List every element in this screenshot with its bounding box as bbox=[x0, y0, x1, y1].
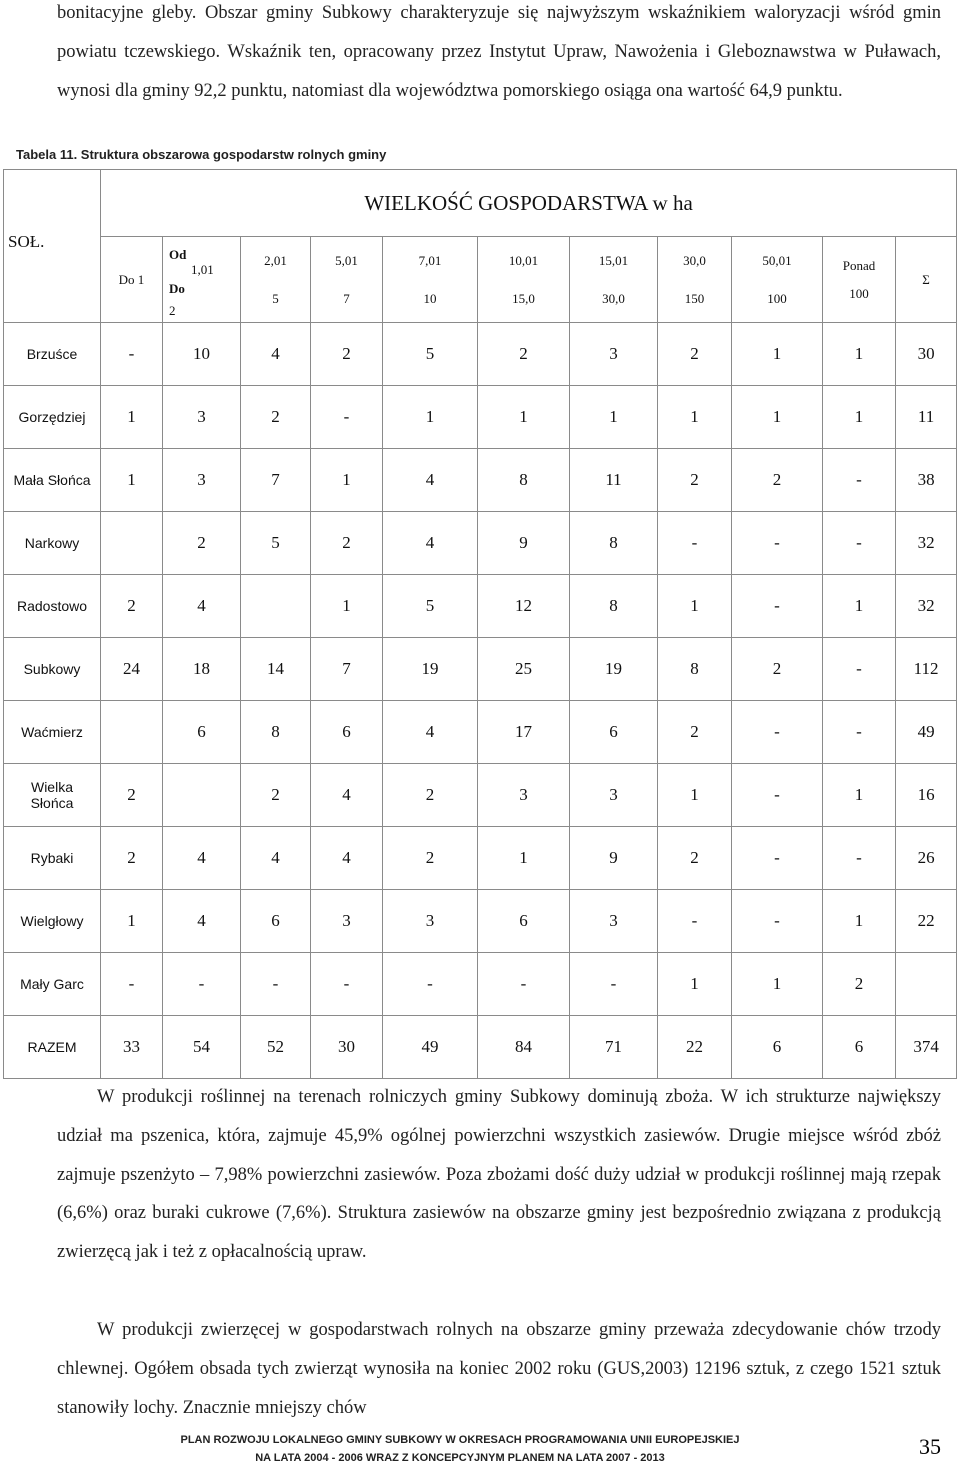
cell-value: 374 bbox=[896, 1016, 957, 1079]
range-hi: 2 bbox=[169, 302, 176, 318]
cell-value: 54 bbox=[163, 1016, 241, 1079]
cell-value: - bbox=[823, 512, 896, 575]
cell-value: 16 bbox=[896, 764, 957, 827]
cell-value: 14 bbox=[241, 638, 311, 701]
cell-value: 1 bbox=[101, 890, 163, 953]
cell-value: 19 bbox=[570, 638, 658, 701]
cell-value: - bbox=[732, 890, 823, 953]
cell-value: 3 bbox=[570, 764, 658, 827]
cell-value: 49 bbox=[383, 1016, 478, 1079]
sol-header: SOŁ. bbox=[4, 170, 101, 323]
cell-value: 18 bbox=[163, 638, 241, 701]
header-ponad bbox=[823, 237, 896, 323]
cell-value: 112 bbox=[896, 638, 957, 701]
cell-value: 1 bbox=[658, 764, 732, 827]
cell-value: 38 bbox=[896, 449, 957, 512]
row-name: Narkowy bbox=[4, 512, 101, 575]
cell-value: 11 bbox=[896, 386, 957, 449]
cell-value: 4 bbox=[241, 827, 311, 890]
range-lo: 15,01 bbox=[598, 252, 629, 268]
row-name: RAZEM bbox=[4, 1016, 101, 1079]
cell-value: 1 bbox=[311, 575, 383, 638]
table-body bbox=[4, 323, 957, 1079]
row-name: Mała Słońca bbox=[4, 449, 101, 512]
cell-value: - bbox=[732, 764, 823, 827]
cell-value: 1 bbox=[101, 449, 163, 512]
cell-value: 1 bbox=[478, 386, 570, 449]
cell-value: 1 bbox=[383, 386, 478, 449]
cell-value: 1 bbox=[478, 827, 570, 890]
cell-value: 8 bbox=[478, 449, 570, 512]
cell-value: 9 bbox=[478, 512, 570, 575]
cell-value: 7 bbox=[311, 638, 383, 701]
cell-value: 1 bbox=[823, 890, 896, 953]
range-hi: 10 bbox=[423, 290, 437, 306]
cell-value: 6 bbox=[241, 890, 311, 953]
range-hi: 15,0 bbox=[512, 290, 535, 306]
cell-value: 2 bbox=[241, 764, 311, 827]
cell-value: 2 bbox=[823, 953, 896, 1016]
table-row bbox=[4, 575, 957, 638]
cell-value: 22 bbox=[896, 890, 957, 953]
cell-value: - bbox=[658, 890, 732, 953]
cell-value: 11 bbox=[570, 449, 658, 512]
cell-value: 2 bbox=[658, 701, 732, 764]
size-group-header: WIELKOŚĆ GOSPODARSTWA w ha bbox=[101, 170, 957, 237]
cell-value: 2 bbox=[658, 827, 732, 890]
range-header-row bbox=[4, 237, 957, 323]
table-row bbox=[4, 827, 957, 890]
header-range-1 bbox=[241, 237, 311, 323]
cell-value: 5 bbox=[241, 512, 311, 575]
range-lo: 30,0 bbox=[683, 252, 706, 268]
row-name: Subkowy bbox=[4, 638, 101, 701]
range-hi: 5 bbox=[272, 290, 279, 306]
cell-value: 2 bbox=[732, 449, 823, 512]
cell-value: 2 bbox=[658, 449, 732, 512]
row-name: Rybaki bbox=[4, 827, 101, 890]
cell-value: 26 bbox=[896, 827, 957, 890]
cell-value: 30 bbox=[311, 1016, 383, 1079]
cell-value: - bbox=[823, 638, 896, 701]
cell-value: 2 bbox=[383, 827, 478, 890]
cell-value: 3 bbox=[570, 890, 658, 953]
livestock-paragraph: W produkcji zwierzęcej w gospodarstwach rolnych na obszarze gminy przeważa zdecydowanie chów trzody chlewnej. Ogółem obsada tych zwierząt wynosiła na koniec 2002 roku (GUS,2003) 12196 sztuk, z czego 1521 sztuk stanowiły lochy. Znacznie mniejszy chów bbox=[57, 1320, 941, 1418]
cell-value: - bbox=[823, 449, 896, 512]
cell-value: - bbox=[658, 512, 732, 575]
cell-value: 4 bbox=[383, 701, 478, 764]
cell-value: 1 bbox=[732, 953, 823, 1016]
cell-value: - bbox=[732, 512, 823, 575]
cell-value bbox=[163, 764, 241, 827]
range-hi: 30,0 bbox=[602, 290, 625, 306]
cell-value: 52 bbox=[241, 1016, 311, 1079]
cell-value: 5 bbox=[383, 323, 478, 386]
row-name: Waćmierz bbox=[4, 701, 101, 764]
cell-value: 2 bbox=[311, 323, 383, 386]
cell-value: 2 bbox=[101, 827, 163, 890]
cell-value: 4 bbox=[383, 449, 478, 512]
cell-value: 6 bbox=[570, 701, 658, 764]
cell-value: 3 bbox=[163, 449, 241, 512]
header-range-7 bbox=[732, 237, 823, 323]
cell-value: 2 bbox=[241, 386, 311, 449]
table-row bbox=[4, 701, 957, 764]
cell-value: - bbox=[101, 953, 163, 1016]
table-row bbox=[4, 323, 957, 386]
cell-value: 4 bbox=[241, 323, 311, 386]
header-range-6 bbox=[658, 237, 732, 323]
cell-value: - bbox=[478, 953, 570, 1016]
cell-value: - bbox=[823, 701, 896, 764]
cell-value bbox=[241, 575, 311, 638]
cell-value: 30 bbox=[896, 323, 957, 386]
cell-value: 5 bbox=[383, 575, 478, 638]
cell-value: - bbox=[570, 953, 658, 1016]
cell-value: 1 bbox=[658, 575, 732, 638]
table-row bbox=[4, 638, 957, 701]
cell-value: - bbox=[163, 953, 241, 1016]
header-range-0 bbox=[163, 237, 241, 323]
cell-value: 1 bbox=[658, 953, 732, 1016]
header-sum: Σ bbox=[896, 237, 957, 323]
cell-value: 25 bbox=[478, 638, 570, 701]
table-row bbox=[4, 764, 957, 827]
range-hi: 7 bbox=[343, 290, 350, 306]
table-row bbox=[4, 512, 957, 575]
cell-value bbox=[101, 512, 163, 575]
table-row bbox=[4, 953, 957, 1016]
cell-value: 4 bbox=[383, 512, 478, 575]
range-lo: 1,01 bbox=[191, 261, 214, 277]
cell-value: 3 bbox=[570, 323, 658, 386]
cell-value: 2 bbox=[478, 323, 570, 386]
cell-value: 9 bbox=[570, 827, 658, 890]
cell-value: 2 bbox=[101, 764, 163, 827]
cell-value: 10 bbox=[163, 323, 241, 386]
cell-value: 8 bbox=[570, 512, 658, 575]
table-row bbox=[4, 449, 957, 512]
cell-value: 2 bbox=[658, 323, 732, 386]
range-hi: 100 bbox=[767, 290, 787, 306]
cell-value: 4 bbox=[311, 764, 383, 827]
cell-value: 1 bbox=[658, 386, 732, 449]
header-range-3 bbox=[383, 237, 478, 323]
cell-value: 2 bbox=[732, 638, 823, 701]
cell-value: 4 bbox=[311, 827, 383, 890]
row-name: Radostowo bbox=[4, 575, 101, 638]
footer-line-1: PLAN ROZWOJU LOKALNEGO GMINY SUBKOWY W OKRESACH PROGRAMOWANIA UNII EUROPEJSKIEJ bbox=[180, 1434, 740, 1446]
header-range-2 bbox=[311, 237, 383, 323]
cell-value: 32 bbox=[896, 512, 957, 575]
header-od: Od bbox=[169, 246, 187, 262]
cell-value: 4 bbox=[163, 575, 241, 638]
cell-value: 8 bbox=[241, 701, 311, 764]
range-lo: 2,01 bbox=[264, 252, 287, 268]
table-row bbox=[4, 890, 957, 953]
row-name: Wielgłowy bbox=[4, 890, 101, 953]
cell-value: 1 bbox=[823, 386, 896, 449]
cell-value: 24 bbox=[101, 638, 163, 701]
header-range-4 bbox=[478, 237, 570, 323]
cell-value bbox=[101, 701, 163, 764]
cell-value: 7 bbox=[241, 449, 311, 512]
cell-value: 84 bbox=[478, 1016, 570, 1079]
cell-value: 1 bbox=[732, 323, 823, 386]
cell-value: 1 bbox=[311, 449, 383, 512]
cell-value: 6 bbox=[163, 701, 241, 764]
cell-value: 4 bbox=[163, 827, 241, 890]
cell-value: - bbox=[732, 575, 823, 638]
cell-value: - bbox=[823, 827, 896, 890]
cell-value: 6 bbox=[823, 1016, 896, 1079]
table-caption: Tabela 11. Struktura obszarowa gospodarstw rolnych gminy bbox=[16, 147, 387, 162]
cell-value: 22 bbox=[658, 1016, 732, 1079]
cell-value: 32 bbox=[896, 575, 957, 638]
cell-value: 19 bbox=[383, 638, 478, 701]
range-lo: 5,01 bbox=[335, 252, 358, 268]
cell-value: - bbox=[241, 953, 311, 1016]
cell-value: 2 bbox=[383, 764, 478, 827]
range-lo: 50,01 bbox=[762, 252, 792, 268]
cell-value: 1 bbox=[101, 386, 163, 449]
cell-value bbox=[896, 953, 957, 1016]
cell-value: 12 bbox=[478, 575, 570, 638]
page-number: 35 bbox=[919, 1434, 941, 1459]
cell-value: 3 bbox=[383, 890, 478, 953]
cell-value: 6 bbox=[478, 890, 570, 953]
cell-value: 8 bbox=[570, 575, 658, 638]
cell-value: 33 bbox=[101, 1016, 163, 1079]
ponad-label: Ponad bbox=[842, 257, 876, 273]
cell-value: - bbox=[383, 953, 478, 1016]
cell-value: 1 bbox=[823, 764, 896, 827]
header-do: Do bbox=[169, 280, 185, 296]
header-do1: Do 1 bbox=[101, 237, 163, 323]
cell-value: 3 bbox=[311, 890, 383, 953]
cell-value: - bbox=[732, 701, 823, 764]
cell-value: 2 bbox=[101, 575, 163, 638]
intro-paragraph: bonitacyjne gleby. Obszar gminy Subkowy charakteryzuje się najwyższym wskaźnikiem waloryzacji wśród gmin powiatu tczewskiego. Wskaźnik ten, opracowany przez Instytut Upraw, Nawożenia i Gleboznawstwa w Puławach, wynosi dla gminy 92,2 punktu, natomiast dla województwa pomorskiego osiąga ona wartość 64,9 punktu. bbox=[57, 3, 941, 101]
ponad-value: 100 bbox=[849, 285, 869, 301]
cell-value: 1 bbox=[823, 575, 896, 638]
cell-value: 49 bbox=[896, 701, 957, 764]
cell-value: 1 bbox=[732, 386, 823, 449]
cell-value: 6 bbox=[311, 701, 383, 764]
cell-value: 2 bbox=[311, 512, 383, 575]
cell-value: 2 bbox=[163, 512, 241, 575]
range-hi: 150 bbox=[684, 290, 705, 306]
cell-value: 3 bbox=[163, 386, 241, 449]
cell-value: 71 bbox=[570, 1016, 658, 1079]
cell-value: 17 bbox=[478, 701, 570, 764]
cell-value: - bbox=[311, 386, 383, 449]
row-name: Brzuśce bbox=[4, 323, 101, 386]
row-name: Mały Garc bbox=[4, 953, 101, 1016]
table-row bbox=[4, 1016, 957, 1079]
cell-value: 4 bbox=[163, 890, 241, 953]
cell-value: 1 bbox=[570, 386, 658, 449]
cell-value: - bbox=[732, 827, 823, 890]
cell-value: - bbox=[311, 953, 383, 1016]
cell-value: 8 bbox=[658, 638, 732, 701]
row-name: Wielka Słońca bbox=[4, 764, 101, 827]
range-lo: 10,01 bbox=[508, 252, 539, 268]
cell-value: - bbox=[101, 323, 163, 386]
farm-size-table bbox=[3, 169, 957, 1079]
cell-value: 6 bbox=[732, 1016, 823, 1079]
table-row bbox=[4, 386, 957, 449]
range-lo: 7,01 bbox=[418, 252, 442, 268]
cell-value: 3 bbox=[478, 764, 570, 827]
row-name: Gorzędziej bbox=[4, 386, 101, 449]
header-range-5 bbox=[570, 237, 658, 323]
crop-paragraph: W produkcji roślinnej na terenach rolniczych gminy Subkowy dominują zboża. W ich strukturze największy udział ma pszenica, która, zajmuje 45,9% ogólnej powierzchni wszystkich zasiewów. Drugie miejsce wśród zbóż zajmuje pszenżyto – 7,98% powierzchni zasiewów. Poza zbożami dość duży udział w produkcji roślinnej mają rzepak (6,6%) oraz buraki cukrowe (7,6%). Struktura zasiewów na obszarze gminy jest bezpośrednio związana z produkcją zwierzęcą jak i też z opłacalnością upraw. bbox=[57, 1087, 941, 1263]
footer-line-2: NA LATA 2004 - 2006 WRAZ Z KONCEPCYJNYM PLANEM NA LATA 2007 - 2013 bbox=[255, 1452, 665, 1464]
cell-value: 1 bbox=[823, 323, 896, 386]
